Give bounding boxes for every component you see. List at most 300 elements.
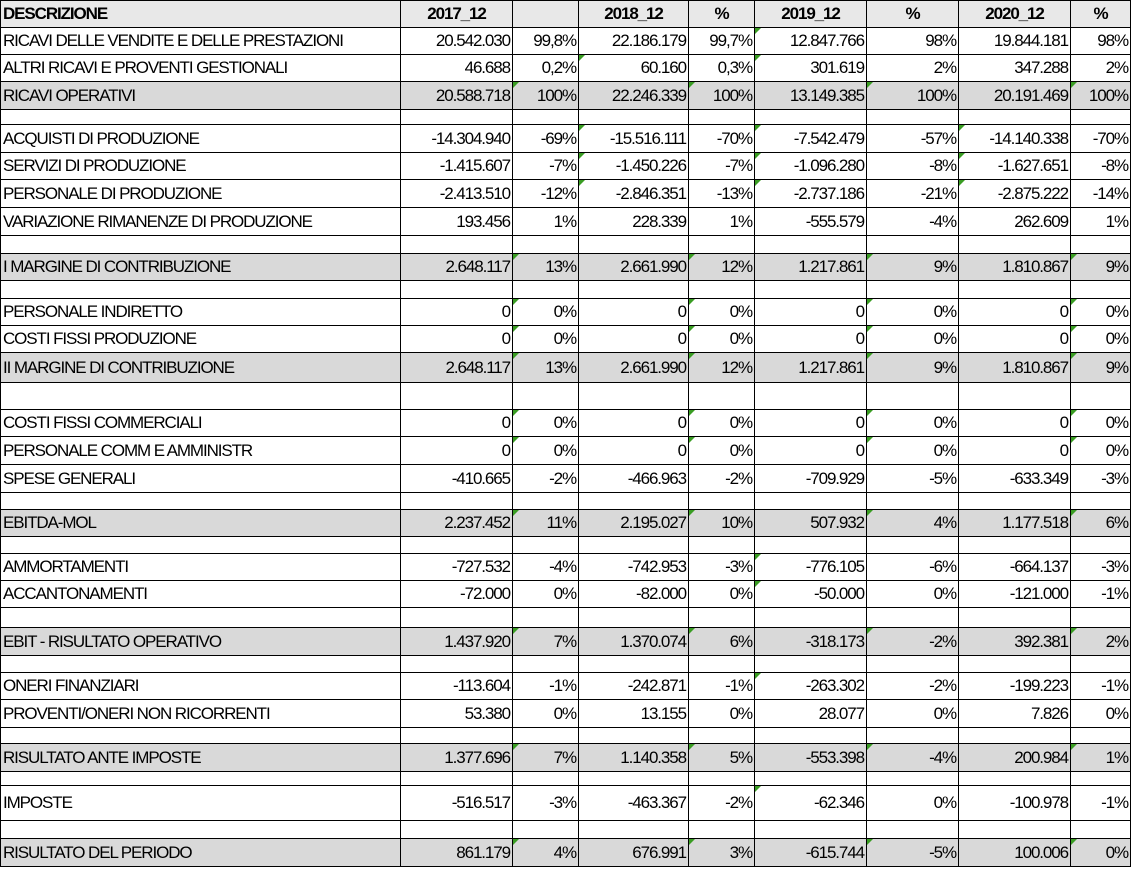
cell-2019-12-pct[interactable]: [867, 728, 959, 744]
cell-2018-12[interactable]: 0: [579, 410, 689, 437]
cell-2018-12-pct[interactable]: 1%: [689, 208, 755, 236]
cell-2017-12[interactable]: [401, 821, 513, 839]
cell-2018-12[interactable]: [579, 537, 689, 554]
cell-2017-12-pct[interactable]: -7%: [513, 153, 579, 180]
cell-2020-12[interactable]: 100.006: [959, 839, 1071, 867]
header-2017-12-pct[interactable]: [513, 0, 579, 28]
cell-2020-12-pct[interactable]: [1071, 656, 1131, 673]
cell-descrizione[interactable]: ACCANTONAMENTI: [0, 581, 401, 608]
header-2019-12[interactable]: 2019_12: [755, 0, 867, 28]
cell-2019-12[interactable]: -50.000: [755, 581, 867, 608]
header-2020-12-pct[interactable]: %: [1071, 0, 1131, 28]
cell-2017-12-pct[interactable]: 11%: [513, 510, 579, 537]
cell-2018-12[interactable]: 2.195.027: [579, 510, 689, 537]
cell-2018-12[interactable]: -2.846.351: [579, 180, 689, 208]
cell-2017-12[interactable]: -72.000: [401, 581, 513, 608]
cell-descrizione[interactable]: [0, 537, 401, 554]
cell-2019-12-pct[interactable]: 2%: [867, 55, 959, 82]
cell-2017-12-pct[interactable]: [513, 772, 579, 786]
cell-2019-12-pct[interactable]: 9%: [867, 254, 959, 281]
cell-2020-12-pct[interactable]: 6%: [1071, 510, 1131, 537]
cell-2017-12[interactable]: -1.415.607: [401, 153, 513, 180]
cell-2018-12-pct[interactable]: -7%: [689, 153, 755, 180]
cell-2017-12[interactable]: [401, 110, 513, 125]
cell-2019-12-pct[interactable]: 100%: [867, 82, 959, 110]
cell-descrizione[interactable]: II MARGINE DI CONTRIBUZIONE: [0, 353, 401, 383]
cell-2018-12-pct[interactable]: 100%: [689, 82, 755, 110]
cell-2020-12[interactable]: 0: [959, 326, 1071, 353]
cell-2018-12[interactable]: 0: [579, 326, 689, 353]
cell-2020-12[interactable]: [959, 608, 1071, 628]
cell-2017-12[interactable]: 193.456: [401, 208, 513, 236]
cell-descrizione[interactable]: SERVIZI DI PRODUZIONE: [0, 153, 401, 180]
cell-2017-12[interactable]: 20.542.030: [401, 28, 513, 55]
cell-2019-12-pct[interactable]: [867, 236, 959, 254]
cell-2017-12-pct[interactable]: [513, 537, 579, 554]
cell-2017-12[interactable]: [401, 728, 513, 744]
cell-2017-12[interactable]: [401, 236, 513, 254]
cell-2018-12-pct[interactable]: [689, 772, 755, 786]
cell-2018-12-pct[interactable]: [689, 236, 755, 254]
cell-2020-12[interactable]: -633.349: [959, 465, 1071, 493]
cell-descrizione[interactable]: COSTI FISSI COMMERCIALI: [0, 410, 401, 437]
cell-2017-12-pct[interactable]: 0%: [513, 700, 579, 728]
header-2020-12[interactable]: 2020_12: [959, 0, 1071, 28]
cell-2019-12[interactable]: [755, 821, 867, 839]
cell-2018-12-pct[interactable]: [689, 656, 755, 673]
cell-2019-12[interactable]: [755, 236, 867, 254]
cell-2020-12[interactable]: 0: [959, 437, 1071, 465]
cell-2017-12-pct[interactable]: -2%: [513, 465, 579, 493]
cell-2019-12[interactable]: 0: [755, 437, 867, 465]
cell-2017-12[interactable]: -14.304.940: [401, 125, 513, 153]
cell-2018-12-pct[interactable]: 0,3%: [689, 55, 755, 82]
cell-2017-12[interactable]: -516.517: [401, 786, 513, 821]
cell-2017-12[interactable]: [401, 656, 513, 673]
cell-2019-12-pct[interactable]: [867, 656, 959, 673]
cell-2019-12-pct[interactable]: [867, 772, 959, 786]
cell-2017-12-pct[interactable]: 7%: [513, 628, 579, 656]
cell-2020-12[interactable]: [959, 772, 1071, 786]
cell-2017-12[interactable]: 0: [401, 437, 513, 465]
cell-descrizione[interactable]: AMMORTAMENTI: [0, 554, 401, 581]
cell-2018-12[interactable]: [579, 821, 689, 839]
cell-2020-12[interactable]: 1.177.518: [959, 510, 1071, 537]
cell-2020-12-pct[interactable]: 2%: [1071, 628, 1131, 656]
cell-2019-12-pct[interactable]: 0%: [867, 437, 959, 465]
cell-descrizione[interactable]: [0, 772, 401, 786]
cell-2020-12-pct[interactable]: [1071, 821, 1131, 839]
cell-descrizione[interactable]: VARIAZIONE RIMANENZE DI PRODUZIONE: [0, 208, 401, 236]
cell-2018-12[interactable]: [579, 728, 689, 744]
cell-descrizione[interactable]: IMPOSTE: [0, 786, 401, 821]
cell-descrizione[interactable]: [0, 110, 401, 125]
cell-2017-12-pct[interactable]: [513, 110, 579, 125]
cell-2018-12-pct[interactable]: -3%: [689, 554, 755, 581]
cell-2020-12[interactable]: -1.627.651: [959, 153, 1071, 180]
cell-descrizione[interactable]: RICAVI OPERATIVI: [0, 82, 401, 110]
cell-2017-12-pct[interactable]: -3%: [513, 786, 579, 821]
cell-2018-12-pct[interactable]: [689, 821, 755, 839]
cell-2019-12-pct[interactable]: -4%: [867, 744, 959, 772]
cell-descrizione[interactable]: PERSONALE DI PRODUZIONE: [0, 180, 401, 208]
cell-2017-12-pct[interactable]: [513, 728, 579, 744]
cell-2017-12[interactable]: -113.604: [401, 673, 513, 700]
cell-2020-12[interactable]: 0: [959, 410, 1071, 437]
cell-2018-12-pct[interactable]: 5%: [689, 744, 755, 772]
cell-2020-12[interactable]: -199.223: [959, 673, 1071, 700]
cell-2020-12[interactable]: -100.978: [959, 786, 1071, 821]
cell-2017-12[interactable]: [401, 537, 513, 554]
cell-2017-12-pct[interactable]: [513, 281, 579, 299]
cell-2019-12-pct[interactable]: [867, 821, 959, 839]
cell-2019-12[interactable]: -7.542.479: [755, 125, 867, 153]
cell-2019-12-pct[interactable]: 0%: [867, 700, 959, 728]
cell-2017-12-pct[interactable]: 0%: [513, 437, 579, 465]
cell-2018-12[interactable]: -1.450.226: [579, 153, 689, 180]
cell-2020-12-pct[interactable]: 9%: [1071, 254, 1131, 281]
cell-2018-12-pct[interactable]: [689, 383, 755, 410]
cell-2018-12-pct[interactable]: [689, 608, 755, 628]
cell-2017-12-pct[interactable]: 0%: [513, 410, 579, 437]
cell-2019-12-pct[interactable]: 0%: [867, 299, 959, 326]
cell-2019-12[interactable]: -62.346: [755, 786, 867, 821]
cell-descrizione[interactable]: COSTI FISSI PRODUZIONE: [0, 326, 401, 353]
cell-2017-12-pct[interactable]: -12%: [513, 180, 579, 208]
cell-2020-12-pct[interactable]: 1%: [1071, 744, 1131, 772]
cell-2020-12[interactable]: 1.810.867: [959, 254, 1071, 281]
cell-2020-12-pct[interactable]: -1%: [1071, 581, 1131, 608]
cell-2020-12-pct[interactable]: [1071, 383, 1131, 410]
cell-2019-12[interactable]: [755, 383, 867, 410]
cell-2018-12-pct[interactable]: 99,7%: [689, 28, 755, 55]
cell-2018-12-pct[interactable]: 0%: [689, 437, 755, 465]
cell-2020-12[interactable]: 19.844.181: [959, 28, 1071, 55]
cell-2019-12[interactable]: 12.847.766: [755, 28, 867, 55]
cell-2018-12[interactable]: -242.871: [579, 673, 689, 700]
cell-2019-12[interactable]: [755, 656, 867, 673]
cell-2017-12-pct[interactable]: 1%: [513, 208, 579, 236]
cell-2017-12[interactable]: [401, 493, 513, 510]
cell-2018-12[interactable]: -15.516.111: [579, 125, 689, 153]
cell-2018-12[interactable]: 2.661.990: [579, 353, 689, 383]
cell-descrizione[interactable]: RISULTATO ANTE IMPOSTE: [0, 744, 401, 772]
cell-2018-12[interactable]: 228.339: [579, 208, 689, 236]
cell-descrizione[interactable]: PERSONALE COMM E AMMINISTR: [0, 437, 401, 465]
cell-2017-12-pct[interactable]: 100%: [513, 82, 579, 110]
cell-2018-12[interactable]: [579, 608, 689, 628]
cell-2019-12[interactable]: 301.619: [755, 55, 867, 82]
cell-2018-12[interactable]: 13.155: [579, 700, 689, 728]
cell-2019-12[interactable]: 0: [755, 299, 867, 326]
cell-2020-12[interactable]: 0: [959, 299, 1071, 326]
cell-2019-12-pct[interactable]: [867, 383, 959, 410]
cell-2017-12-pct[interactable]: 0,2%: [513, 55, 579, 82]
cell-2019-12-pct[interactable]: 0%: [867, 326, 959, 353]
cell-2019-12-pct[interactable]: -2%: [867, 628, 959, 656]
cell-2018-12-pct[interactable]: -70%: [689, 125, 755, 153]
cell-2018-12-pct[interactable]: [689, 281, 755, 299]
cell-2020-12-pct[interactable]: -3%: [1071, 465, 1131, 493]
cell-2020-12-pct[interactable]: 0%: [1071, 437, 1131, 465]
cell-2018-12[interactable]: 22.186.179: [579, 28, 689, 55]
cell-2017-12[interactable]: [401, 608, 513, 628]
cell-2019-12-pct[interactable]: -57%: [867, 125, 959, 153]
cell-descrizione[interactable]: [0, 281, 401, 299]
cell-2017-12-pct[interactable]: 0%: [513, 326, 579, 353]
cell-2018-12-pct[interactable]: [689, 537, 755, 554]
cell-2020-12-pct[interactable]: [1071, 772, 1131, 786]
cell-2019-12-pct[interactable]: -6%: [867, 554, 959, 581]
cell-descrizione[interactable]: [0, 728, 401, 744]
cell-2019-12-pct[interactable]: -2%: [867, 673, 959, 700]
cell-2018-12[interactable]: [579, 493, 689, 510]
cell-2020-12[interactable]: 7.826: [959, 700, 1071, 728]
cell-descrizione[interactable]: I MARGINE DI CONTRIBUZIONE: [0, 254, 401, 281]
cell-2019-12[interactable]: [755, 493, 867, 510]
cell-2017-12[interactable]: -2.413.510: [401, 180, 513, 208]
cell-2017-12-pct[interactable]: [513, 608, 579, 628]
cell-2018-12-pct[interactable]: 0%: [689, 326, 755, 353]
cell-2018-12-pct[interactable]: [689, 110, 755, 125]
cell-descrizione[interactable]: ACQUISTI DI PRODUZIONE: [0, 125, 401, 153]
cell-2018-12[interactable]: [579, 772, 689, 786]
cell-2018-12[interactable]: [579, 110, 689, 125]
cell-2018-12-pct[interactable]: -13%: [689, 180, 755, 208]
cell-2020-12-pct[interactable]: [1071, 608, 1131, 628]
cell-2018-12[interactable]: -742.953: [579, 554, 689, 581]
cell-2018-12-pct[interactable]: 12%: [689, 353, 755, 383]
cell-2017-12[interactable]: 0: [401, 326, 513, 353]
cell-2017-12-pct[interactable]: -1%: [513, 673, 579, 700]
cell-2019-12[interactable]: -553.398: [755, 744, 867, 772]
cell-2020-12-pct[interactable]: 0%: [1071, 299, 1131, 326]
cell-2020-12-pct[interactable]: -1%: [1071, 673, 1131, 700]
cell-2019-12-pct[interactable]: 98%: [867, 28, 959, 55]
header-2017-12[interactable]: 2017_12: [401, 0, 513, 28]
cell-2018-12[interactable]: 676.991: [579, 839, 689, 867]
cell-2019-12[interactable]: -2.737.186: [755, 180, 867, 208]
cell-2019-12[interactable]: [755, 110, 867, 125]
cell-2020-12-pct[interactable]: 98%: [1071, 28, 1131, 55]
cell-2018-12-pct[interactable]: 3%: [689, 839, 755, 867]
cell-2018-12[interactable]: [579, 656, 689, 673]
header-2018-12-pct[interactable]: %: [689, 0, 755, 28]
cell-2020-12[interactable]: [959, 537, 1071, 554]
cell-2020-12[interactable]: [959, 728, 1071, 744]
cell-2017-12-pct[interactable]: 0%: [513, 581, 579, 608]
cell-descrizione[interactable]: RICAVI DELLE VENDITE E DELLE PRESTAZIONI: [0, 28, 401, 55]
cell-2018-12[interactable]: 0: [579, 299, 689, 326]
cell-2020-12[interactable]: 262.609: [959, 208, 1071, 236]
cell-2020-12[interactable]: [959, 236, 1071, 254]
cell-2020-12[interactable]: 347.288: [959, 55, 1071, 82]
cell-2017-12[interactable]: 2.648.117: [401, 353, 513, 383]
cell-descrizione[interactable]: SPESE GENERALI: [0, 465, 401, 493]
cell-2019-12-pct[interactable]: 0%: [867, 410, 959, 437]
cell-2019-12[interactable]: 1.217.861: [755, 254, 867, 281]
cell-2017-12[interactable]: 0: [401, 299, 513, 326]
cell-2018-12[interactable]: 22.246.339: [579, 82, 689, 110]
cell-2018-12-pct[interactable]: -2%: [689, 786, 755, 821]
cell-2019-12-pct[interactable]: -5%: [867, 839, 959, 867]
cell-2019-12[interactable]: [755, 728, 867, 744]
cell-2018-12[interactable]: 1.140.358: [579, 744, 689, 772]
cell-descrizione[interactable]: [0, 656, 401, 673]
cell-2019-12[interactable]: [755, 608, 867, 628]
cell-2019-12-pct[interactable]: 0%: [867, 581, 959, 608]
cell-descrizione[interactable]: ONERI FINANZIARI: [0, 673, 401, 700]
cell-2019-12[interactable]: -555.579: [755, 208, 867, 236]
cell-2017-12[interactable]: 20.588.718: [401, 82, 513, 110]
cell-2018-12[interactable]: [579, 236, 689, 254]
cell-2020-12[interactable]: [959, 383, 1071, 410]
cell-descrizione[interactable]: PROVENTI/ONERI NON RICORRENTI: [0, 700, 401, 728]
cell-2019-12[interactable]: -318.173: [755, 628, 867, 656]
cell-2019-12-pct[interactable]: 0%: [867, 786, 959, 821]
cell-2017-12-pct[interactable]: [513, 821, 579, 839]
cell-descrizione[interactable]: [0, 821, 401, 839]
cell-2018-12[interactable]: -463.367: [579, 786, 689, 821]
cell-2018-12-pct[interactable]: 0%: [689, 410, 755, 437]
cell-2018-12-pct[interactable]: 10%: [689, 510, 755, 537]
cell-2019-12[interactable]: 13.149.385: [755, 82, 867, 110]
cell-2017-12[interactable]: 46.688: [401, 55, 513, 82]
cell-2020-12[interactable]: [959, 821, 1071, 839]
cell-2017-12-pct[interactable]: 0%: [513, 299, 579, 326]
cell-2020-12-pct[interactable]: 1%: [1071, 208, 1131, 236]
cell-2017-12[interactable]: 1.377.696: [401, 744, 513, 772]
cell-2018-12[interactable]: [579, 383, 689, 410]
cell-descrizione[interactable]: [0, 236, 401, 254]
cell-2018-12-pct[interactable]: -1%: [689, 673, 755, 700]
cell-2019-12-pct[interactable]: [867, 281, 959, 299]
cell-2018-12[interactable]: -82.000: [579, 581, 689, 608]
cell-2017-12-pct[interactable]: 13%: [513, 254, 579, 281]
cell-2020-12[interactable]: 200.984: [959, 744, 1071, 772]
cell-2019-12[interactable]: -709.929: [755, 465, 867, 493]
cell-2020-12[interactable]: [959, 110, 1071, 125]
cell-2017-12[interactable]: 53.380: [401, 700, 513, 728]
cell-2017-12[interactable]: 1.437.920: [401, 628, 513, 656]
cell-2018-12[interactable]: [579, 281, 689, 299]
cell-2018-12-pct[interactable]: 0%: [689, 299, 755, 326]
cell-2017-12-pct[interactable]: [513, 493, 579, 510]
cell-2019-12-pct[interactable]: 9%: [867, 353, 959, 383]
cell-2020-12-pct[interactable]: -8%: [1071, 153, 1131, 180]
cell-2020-12-pct[interactable]: [1071, 728, 1131, 744]
cell-2020-12-pct[interactable]: [1071, 493, 1131, 510]
cell-2019-12-pct[interactable]: -5%: [867, 465, 959, 493]
cell-2018-12-pct[interactable]: [689, 493, 755, 510]
cell-2018-12-pct[interactable]: 0%: [689, 581, 755, 608]
cell-2020-12-pct[interactable]: -3%: [1071, 554, 1131, 581]
cell-2020-12-pct[interactable]: [1071, 110, 1131, 125]
cell-2020-12[interactable]: 392.381: [959, 628, 1071, 656]
cell-2018-12[interactable]: 60.160: [579, 55, 689, 82]
cell-descrizione[interactable]: EBITDA-MOL: [0, 510, 401, 537]
cell-2018-12-pct[interactable]: 0%: [689, 700, 755, 728]
cell-2019-12-pct[interactable]: [867, 537, 959, 554]
cell-2018-12[interactable]: 1.370.074: [579, 628, 689, 656]
cell-2018-12-pct[interactable]: -2%: [689, 465, 755, 493]
cell-descrizione[interactable]: [0, 383, 401, 410]
cell-2018-12[interactable]: 0: [579, 437, 689, 465]
cell-2019-12-pct[interactable]: [867, 493, 959, 510]
cell-2020-12[interactable]: [959, 493, 1071, 510]
cell-2020-12-pct[interactable]: [1071, 236, 1131, 254]
cell-2018-12-pct[interactable]: 12%: [689, 254, 755, 281]
cell-2019-12[interactable]: 0: [755, 326, 867, 353]
cell-2019-12[interactable]: -615.744: [755, 839, 867, 867]
cell-2017-12[interactable]: 0: [401, 410, 513, 437]
cell-2020-12-pct[interactable]: -70%: [1071, 125, 1131, 153]
cell-2019-12[interactable]: -263.302: [755, 673, 867, 700]
cell-2020-12-pct[interactable]: 0%: [1071, 326, 1131, 353]
cell-2020-12-pct[interactable]: -1%: [1071, 786, 1131, 821]
cell-2019-12-pct[interactable]: [867, 608, 959, 628]
cell-2017-12[interactable]: 2.237.452: [401, 510, 513, 537]
cell-2019-12[interactable]: [755, 772, 867, 786]
cell-2017-12[interactable]: [401, 772, 513, 786]
cell-2020-12-pct[interactable]: 0%: [1071, 839, 1131, 867]
cell-2019-12[interactable]: 28.077: [755, 700, 867, 728]
cell-2018-12-pct[interactable]: [689, 728, 755, 744]
cell-2018-12-pct[interactable]: 6%: [689, 628, 755, 656]
cell-2019-12[interactable]: -1.096.280: [755, 153, 867, 180]
cell-2020-12[interactable]: [959, 281, 1071, 299]
cell-descrizione[interactable]: ALTRI RICAVI E PROVENTI GESTIONALI: [0, 55, 401, 82]
cell-2017-12-pct[interactable]: 13%: [513, 353, 579, 383]
cell-2018-12[interactable]: 2.661.990: [579, 254, 689, 281]
cell-2017-12-pct[interactable]: [513, 236, 579, 254]
cell-descrizione[interactable]: PERSONALE INDIRETTO: [0, 299, 401, 326]
cell-2020-12[interactable]: -664.137: [959, 554, 1071, 581]
header-descrizione[interactable]: DESCRIZIONE: [0, 0, 401, 28]
cell-2019-12[interactable]: -776.105: [755, 554, 867, 581]
cell-2020-12-pct[interactable]: 0%: [1071, 410, 1131, 437]
cell-2017-12-pct[interactable]: 4%: [513, 839, 579, 867]
cell-2020-12-pct[interactable]: 9%: [1071, 353, 1131, 383]
cell-descrizione[interactable]: [0, 493, 401, 510]
cell-2020-12[interactable]: -121.000: [959, 581, 1071, 608]
cell-2017-12[interactable]: [401, 281, 513, 299]
cell-2020-12-pct[interactable]: 100%: [1071, 82, 1131, 110]
cell-2017-12-pct[interactable]: [513, 383, 579, 410]
header-2018-12[interactable]: 2018_12: [579, 0, 689, 28]
cell-2017-12-pct[interactable]: -4%: [513, 554, 579, 581]
cell-2020-12[interactable]: 1.810.867: [959, 353, 1071, 383]
cell-2019-12[interactable]: 1.217.861: [755, 353, 867, 383]
cell-2019-12-pct[interactable]: [867, 110, 959, 125]
cell-2017-12[interactable]: -410.665: [401, 465, 513, 493]
cell-descrizione[interactable]: [0, 608, 401, 628]
cell-2017-12-pct[interactable]: -69%: [513, 125, 579, 153]
header-2019-12-pct[interactable]: %: [867, 0, 959, 28]
cell-2020-12-pct[interactable]: 0%: [1071, 700, 1131, 728]
cell-2019-12-pct[interactable]: 4%: [867, 510, 959, 537]
cell-2019-12-pct[interactable]: -8%: [867, 153, 959, 180]
cell-2020-12-pct[interactable]: [1071, 281, 1131, 299]
cell-2018-12[interactable]: -466.963: [579, 465, 689, 493]
cell-2017-12[interactable]: -727.532: [401, 554, 513, 581]
cell-2019-12[interactable]: 507.932: [755, 510, 867, 537]
cell-2020-12-pct[interactable]: -14%: [1071, 180, 1131, 208]
cell-2020-12[interactable]: -14.140.338: [959, 125, 1071, 153]
cell-2020-12-pct[interactable]: 2%: [1071, 55, 1131, 82]
cell-2017-12-pct[interactable]: [513, 656, 579, 673]
cell-2020-12[interactable]: 20.191.469: [959, 82, 1071, 110]
